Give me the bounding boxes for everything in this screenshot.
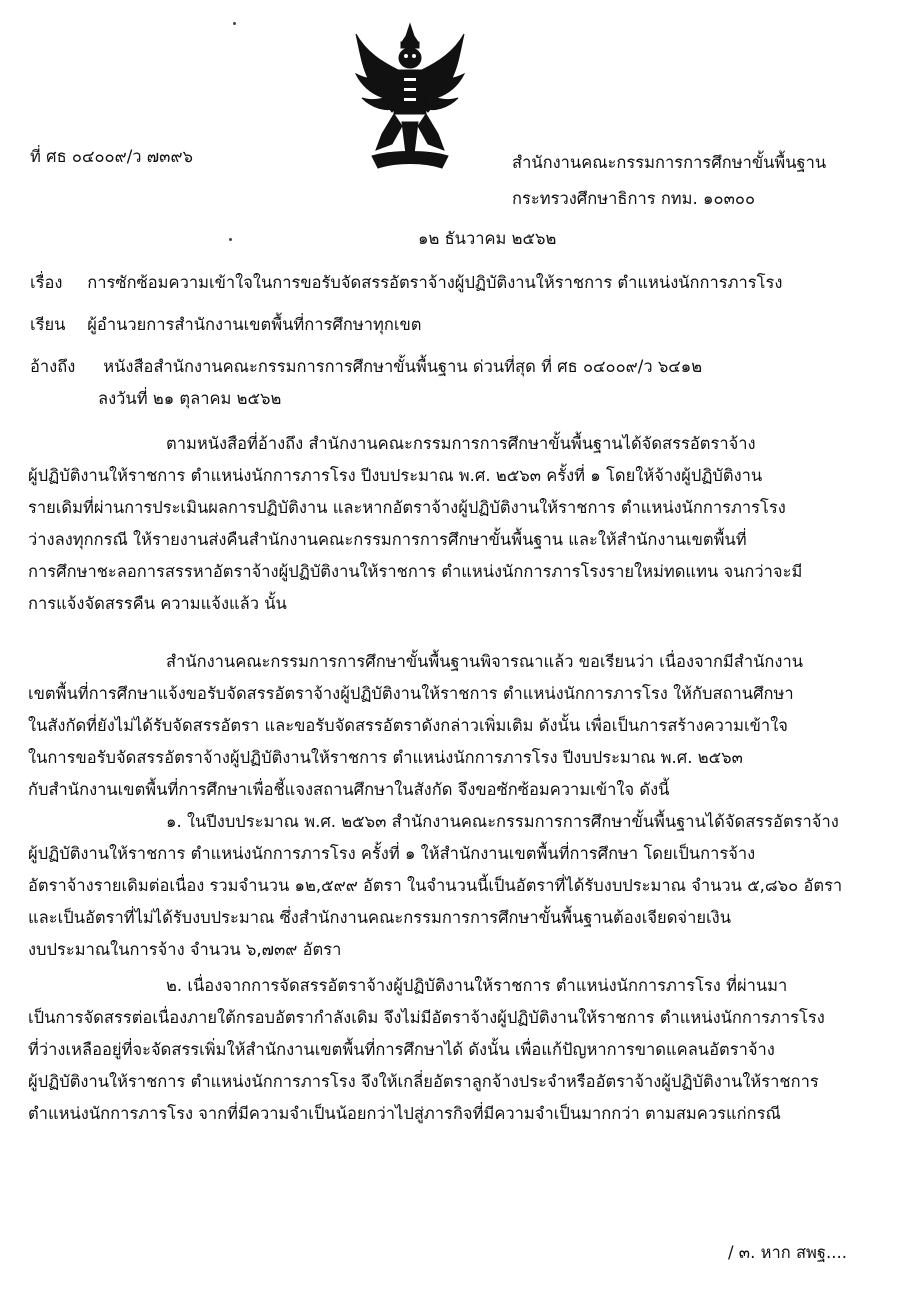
recipient-text: ผู้อำนวยการสำนักงานเขตพื้นที่การศึกษาทุกเขต — [87, 315, 422, 334]
paragraph-line: ๒. เนื่องจากการจัดสรรอัตราจ้างผู้ปฏิบัติงานให้ราชการ ตำแหน่งนักการภารโรง ที่ผ่านมา — [166, 976, 788, 995]
agency-name: สำนักงานคณะกรรมการการศึกษาขั้นพื้นฐาน — [512, 153, 827, 172]
document-date: ๑๒ ธันวาคม ๒๕๖๒ — [418, 229, 557, 248]
paragraph-line: การศึกษาชะลอการสรรหาอัตราจ้างผู้ปฏิบัติงานให้ราชการ ตำแหน่งนักการภารโรงรายใหม่ทดแทน จนกว่าจะมี — [28, 562, 803, 581]
reference-text-2: ลงวันที่ ๒๑ ตุลาคม ๒๕๖๒ — [98, 389, 282, 408]
subject-line — [30, 270, 782, 296]
subject-label: เรื่อง — [30, 273, 63, 292]
paragraph-line: ตามหนังสือที่อ้างถึง สำนักงานคณะกรรมการการศึกษาขั้นพื้นฐานได้จัดสรรอัตราจ้าง — [166, 434, 756, 453]
reference-label: อ้างถึง — [30, 357, 76, 376]
paragraph-line: ผู้ปฏิบัติงานให้ราชการ ตำแหน่งนักการภารโรง จึงให้เกลี่ยอัตราลูกจ้างประจำหรืออัตราจ้างผู้ปฏิบัติงานให้ราชการ — [28, 1072, 819, 1091]
paragraph-line: เขตพื้นที่การศึกษาแจ้งขอรับจัดสรรอัตราจ้างผู้ปฏิบัติงานให้ราชการ ตำแหน่งนักการภารโรง ให้กับสถานศึกษา — [28, 684, 794, 703]
paragraph-line: งบประมาณในการจ้าง จำนวน ๖,๗๓๙ อัตรา — [28, 940, 342, 959]
garuda-emblem — [352, 22, 468, 172]
body-paragraph-item-1 — [28, 806, 870, 966]
paragraph-line: ที่ว่างเหลืออยู่ที่จะจัดสรรเพิ่มให้สำนักงานเขตพื้นที่การศึกษาได้ ดังนั้น เพื่อแก้ปัญหาการขาดแคลนอัตราจ้าง — [28, 1040, 775, 1059]
paragraph-line: รายเดิมที่ผ่านการประเมินผลการปฏิบัติงาน และหากอัตราจ้างผู้ปฏิบัติงานให้ราชการ ตำแหน่งนักการภารโรง — [28, 498, 786, 517]
reference-text-1: หนังสือสำนักงานคณะกรรมการการศึกษาขั้นพื้นฐาน ด่วนที่สุด ที่ ศธ ๐๔๐๐๙/ว ๖๔๑๒ — [103, 357, 703, 376]
paragraph-line: ในการขอรับจัดสรรอัตราจ้างผู้ปฏิบัติงานให้ราชการ ตำแหน่งนักการภารโรง ปีงบประมาณ พ.ศ. ๒๕๖๓ — [28, 748, 743, 767]
scan-speck — [233, 22, 236, 25]
subject-text: การซักซ้อมความเข้าใจในการขอรับจัดสรรอัตราจ้างผู้ปฏิบัติงานให้ราชการ ตำแหน่งนักการภารโรง — [87, 273, 783, 292]
paragraph-line: สำนักงานคณะกรรมการการศึกษาขั้นพื้นฐานพิจารณาแล้ว ขอเรียนว่า เนื่องจากมีสำนักงาน — [166, 652, 804, 671]
document-number: ที่ ศธ ๐๔๐๐๙/ว ๗๓๙๖ — [30, 147, 194, 166]
paragraph-line: ว่างลงทุกกรณี ให้รายงานส่งคืนสำนักงานคณะกรรมการการศึกษาขั้นพื้นฐาน และให้สำนักงานเขตพื้นที่ — [28, 530, 747, 549]
paragraph-line: ตำแหน่งนักการภารโรง จากที่มีความจำเป็นน้อยกว่าไปสู่ภารกิจที่มีความจำเป็นมากกว่า ตามสมควรแก่กรณี — [28, 1104, 781, 1123]
paragraph-line: และเป็นอัตราที่ไม่ได้รับงบประมาณ ซึ่งสำนักงานคณะกรรมการการศึกษาขั้นพื้นฐานต้องเจียดจ่ายเงิน — [28, 908, 731, 927]
paragraph-line: ผู้ปฏิบัติงานให้ราชการ ตำแหน่งนักการภารโรง ครั้งที่ ๑ ให้สำนักงานเขตพื้นที่การศึกษา โดยเป็นการจ้าง — [28, 844, 756, 863]
recipient-line — [30, 312, 422, 338]
paragraph-line: ในสังกัดที่ยังไม่ได้รับจัดสรรอัตรา และขอรับจัดสรรอัตราดังกล่าวเพิ่มเติม ดังนั้น เพื่อเป็นการสร้างความเข้าใจ — [28, 716, 788, 735]
scan-speck — [229, 238, 232, 241]
continuation-note: / ๓. หาก สพฐ.... — [728, 1243, 847, 1262]
paragraph-line: ผู้ปฏิบัติงานให้ราชการ ตำแหน่งนักการภารโรง ปีงบประมาณ พ.ศ. ๒๕๖๓ ครั้งที่ ๑ โดยให้จ้างผู้ปฏิบัติงาน — [28, 466, 763, 485]
recipient-label: เรียน — [30, 315, 66, 334]
body-paragraph-2 — [28, 646, 870, 806]
agency-address: กระทรวงศึกษาธิการ กทม. ๑๐๓๐๐ — [512, 189, 756, 208]
paragraph-line: ๑. ในปีงบประมาณ พ.ศ. ๒๕๖๓ สำนักงานคณะกรรมการการศึกษาขั้นพื้นฐานได้จัดสรรอัตราจ้าง — [166, 812, 839, 831]
paragraph-line: การแจ้งจัดสรรคืน ความแจ้งแล้ว นั้น — [28, 594, 287, 613]
body-paragraph-item-2 — [28, 970, 870, 1130]
paragraph-line: กับสำนักงานเขตพื้นที่การศึกษาเพื่อชี้แจงสถานศึกษาในสังกัด จึงขอซักซ้อมความเข้าใจ ดังนี้ — [28, 780, 670, 799]
paragraph-line: เป็นการจัดสรรต่อเนื่องภายใต้กรอบอัตรากำลังเดิม จึงไม่มีอัตราจ้างผู้ปฏิบัติงานให้ราชการ ตำแหน่งนักการภารโรง — [28, 1008, 825, 1027]
body-paragraph-1 — [28, 428, 870, 620]
paragraph-line: อัตราจ้างรายเดิมต่อเนื่อง รวมจำนวน ๑๒,๕๙๙ อัตรา ในจำนวนนี้เป็นอัตราที่ได้รับงบประมาณ จำนวน ๕,๘๖๐ อัตรา — [28, 876, 843, 895]
reference-line — [30, 354, 702, 380]
